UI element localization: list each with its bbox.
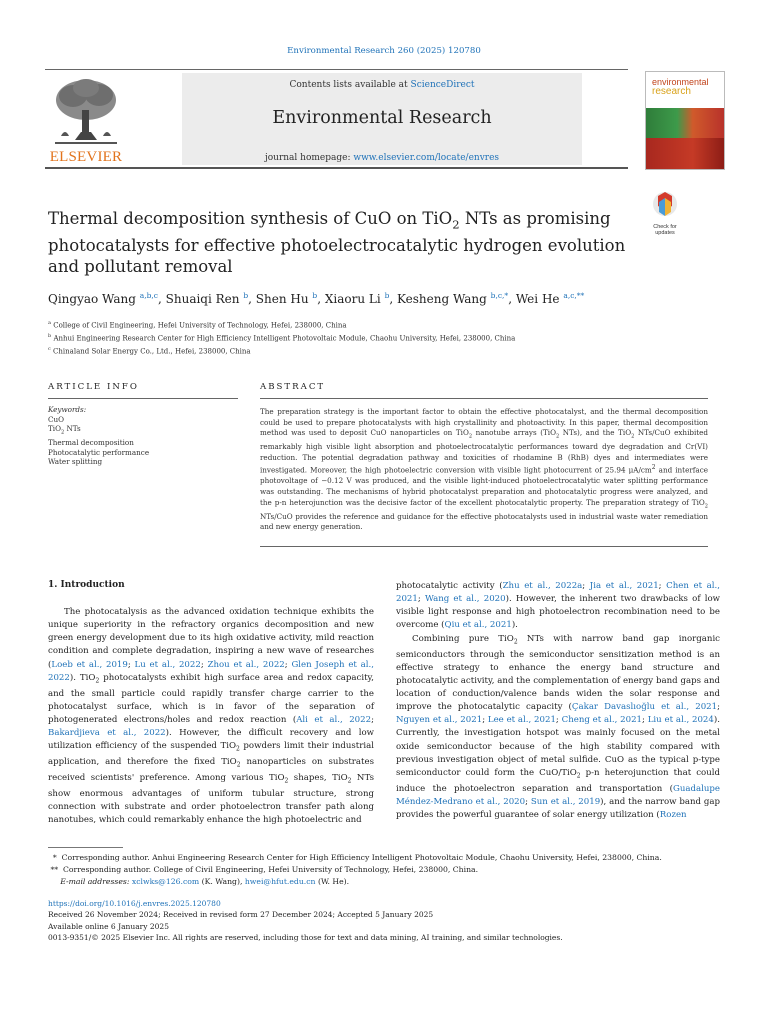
copyright: 0013-9351/© 2025 Elsevier Inc. All rights are reserved, including those for text and data mining, AI training, and similar technologies. [48, 933, 563, 943]
abstract-bottom-rule [260, 546, 708, 547]
citation-link[interactable]: Çakar Davaslıoğlu et al., 2021 [571, 702, 718, 713]
citation-link[interactable]: Sun et al., 2019 [530, 796, 601, 807]
affiliation: $^b$ Anhui Engineering Research Center for High Efficiency Intelligent Photovoltaic Module, Chaohu University, Hefei, 238000, China [48, 332, 516, 343]
journal-homepage [182, 153, 582, 163]
author[interactable]: Shen Hu $^b$ [255, 291, 318, 306]
keyword: TiO$_2$ NTs [48, 424, 81, 436]
citation-link[interactable]: Lee et al., 2021 [487, 715, 556, 726]
author[interactable]: Wei He $^{a,c,**}$ [515, 291, 585, 306]
affiliation: $^a$ College of Civil Engineering, Hefei University of Technology, Hefei, 238000, China [48, 320, 347, 330]
email-link[interactable]: hwei@hfut.edu.cn [244, 877, 316, 886]
article-title [48, 208, 638, 277]
article-info-rule [48, 398, 238, 399]
abstract-rule [260, 398, 708, 399]
intro-left-column: The photocatalysis as the advanced oxidation technique exhibits the unique superiority in the refractory organics decomposition and new green energy development due to its high oxidative activity, mild reaction condition and complete degradation, inspiring a new wave of researches (Loeb et al., 2019; Lu et al., 2022; Zhou et al., 2022; Glen Joseph et al., 2022). TiO$_2$ photocatalysts exhibit high surface area and redox capacity, and the small particle could rapidly transfer charge carrier to the photocatalyst surface, which is in favor of the separation of photogenerated electrons/holes and redox reaction (Ali et al., 2022; Bakardjieva et al., 2022). However, the difficult recovery and low utilization efficiency of the suspended TiO$_2$ powders limit their industrial application, and therefore the fixed TiO$_2$ nanoparticles on substrates received scientists' preference. Among various TiO$_2$ shapes, TiO$_2$ NTs show enormous advantages of uniform tubular structure, strong connection with substrate and order photoelectron transfer path along nanotubes, which could remarkably enhance the high photoelectric and [48, 607, 374, 826]
publisher-wordmark: ELSEVIER [49, 149, 123, 165]
citation-link[interactable]: Nguyen et al., 2021 [396, 715, 483, 726]
keyword: Thermal decomposition [48, 438, 134, 448]
article-info-heading: ARTICLE INFO [48, 382, 139, 392]
footnotes [48, 852, 728, 888]
footnote-rule [48, 847, 123, 848]
title-subscript: 2 [452, 217, 460, 232]
sciencedirect-link[interactable]: ScienceDirect [410, 80, 475, 90]
abstract-heading: ABSTRACT [260, 382, 326, 392]
author[interactable]: Kesheng Wang $^{b,c,*}$ [397, 291, 509, 306]
affiliation: $^c$ Chinaland Solar Energy Co., Ltd., Hefei, 238000, China [48, 345, 251, 355]
citation-link[interactable]: Lu et al., 2022 [134, 659, 201, 670]
keyword: CuO [48, 414, 65, 424]
check-for-updates-badge[interactable] [644, 190, 686, 236]
received-dates: Received 26 November 2024; Received in revised form 27 December 2024; Accepted 5 January 2025 [48, 910, 434, 920]
intro-right-column: photocatalytic activity (Zhu et al., 2022a; Jia et al., 2021; Chen et al., 2021; Wang et al., 2020). However, the inherent two drawbacks of low visible light response and high photoelectron recombination need to be overcome (Qiu et al., 2021). Combining pure TiO$_2$ NTs with narrow band gap inorganic semiconductors through the semiconductor sensitization method is an effective strategy to enhance the energy band structure and photocatalytic activity, and the complementation of energy band gaps and location of conduction/valence bands widen the solar response and improve the photocatalytic capacity (Çakar Davaslıoğlu et al., 2021; Nguyen et al., 2021; Lee et al., 2021; Cheng et al., 2021; Liu et al., 2024). Currently, the investigation hotspot was mainly focused on the metal oxide semiconductor because of the high stability compared with previous investigation object of metal sulfide. CuO as the typical p-type semiconductor could form the CuO/TiO$_2$ p-n heterojunction that could induce the photoelectron separation and transportation (Guadalupe Méndez-Medrano et al., 2020; Sun et al., 2019), and the narrow band gap provides the powerful guarantee of solar energy utilization (Rozen [396, 581, 721, 821]
doi-link[interactable]: https://doi.org/10.1016/j.envres.2025.120780 [48, 899, 221, 908]
section-heading-introduction: 1. Introduction [48, 580, 125, 590]
banner-bottom-rule [45, 167, 628, 169]
homepage-prefix: journal homepage: [264, 153, 354, 163]
affiliations [48, 318, 668, 356]
citation-link[interactable]: Glen Joseph et al., 2022 [48, 659, 374, 683]
keywords-block [48, 405, 238, 467]
crossmark-line1: Check for [653, 224, 677, 230]
citation-link[interactable]: Bakardjieva et al., 2022 [48, 728, 166, 739]
author[interactable]: Xiaoru Li $^b$ [324, 291, 390, 306]
abstract-text: The preparation strategy is the important factor to obtain the effective photocatalyst, and the thermal decomposition could be used to prepare photocatalysts with high crystallinity and photoactivity. In this paper, thermal decomposition method was used to deposit CuO nanoparticles on TiO$_2$ nanotube arrays (TiO$_2$ NTs), and the TiO$_2$ NTs/CuO exhibited remarkably high visible light absorption and photoelectrocatalytic performances toward dye degradation and Cr(VI) reduction. The potential degradation pathway and toxicities of rhodamine B (RhB) dyes and intermediates were investigated. Moreover, the high photoelectric conversion with visible light photocurrent of 25.94 $\mu A/cm^2$ and interface photovoltage of −0.12 V was produced, and the visible light-induced photoelectrocatalytic water splitting performance was outstanding. The mechanisms of hybrid photocatalyst preparation and photocatalytic progress were analyzed, and the p-n heterojunction was the decisive factor of the excellent photocatalytic property. The preparation strategy of TiO$_2$ NTs/CuO provides the reference and guidance for the effective photocatalysts used in industrial waste water remediation and new energy generation. [260, 407, 709, 532]
title-text-1: Thermal decomposition synthesis of CuO on TiO [48, 209, 453, 228]
title-text-2: NTs as promising photocatalysts for effective photoelectrocatalytic hydrogen evolution and pollutant removal [48, 209, 626, 277]
crossmark-line2: updates [655, 230, 675, 236]
citation-link[interactable]: Rozen [659, 810, 687, 821]
citation-link[interactable]: Ali et al., 2022 [296, 714, 372, 725]
citation-link[interactable]: Cheng et al., 2021 [561, 715, 643, 726]
email-link[interactable]: xclwks@126.com [131, 877, 200, 886]
journal-reference[interactable] [0, 46, 768, 56]
available-online: Available online 6 January 2025 [48, 921, 169, 931]
author[interactable]: Qingyao Wang $^{a,b,c}$ [48, 291, 158, 306]
journal-ref-link[interactable]: Environmental Research 260 (2025) 120780 [287, 46, 481, 56]
citation-link[interactable]: Loeb et al., 2019 [51, 659, 128, 670]
publication-info [48, 898, 728, 944]
cover-title-line1: environmental [652, 77, 709, 87]
citation-link[interactable]: Zhou et al., 2022 [207, 659, 285, 670]
journal-cover-image [645, 71, 725, 170]
citation-link[interactable]: Liu et al., 2024 [647, 715, 714, 726]
footnote-corresponding-1: * Corresponding author. Anhui Engineering Research Center for High Efficiency Intelligent Photovoltaic Module, Chaohu University, Hefei, 238000, China. [48, 853, 662, 862]
author[interactable]: Shuaiqi Ren $^b$ [165, 291, 249, 306]
keyword: Photocatalytic performance [48, 447, 150, 457]
citation-link[interactable]: Qiu et al., 2021 [444, 620, 512, 631]
banner-top-rule [45, 69, 628, 70]
journal-name: Environmental Research [272, 108, 492, 128]
keyword: Water splitting [48, 457, 103, 467]
contents-line [182, 80, 582, 90]
contents-prefix: Contents lists available at [289, 80, 411, 90]
citation-link[interactable]: Guadalupe Méndez-Medrano et al., 2020 [396, 783, 720, 807]
author-list: Qingyao Wang $^{a,b,c}$, Shuaiqi Ren $^b$, Shen Hu $^b$, Xiaoru Li $^b$, Kesheng Wang $^{b,c,*}$, Wei He $^{a,c,**}$ [48, 291, 585, 306]
cover-title-line2: research [652, 86, 691, 97]
keywords-label: Keywords: [48, 405, 87, 414]
citation-link[interactable]: Wang et al., 2020 [424, 594, 506, 605]
citation-link[interactable]: Zhu et al., 2022a [502, 581, 583, 591]
citation-link[interactable]: Jia et al., 2021 [589, 581, 659, 591]
footnote-corresponding-2: ** Corresponding author. College of Civil Engineering, Hefei University of Technology, Hefei, 238000, China. [48, 865, 479, 874]
email-addresses: E-mail addresses: xclwks@126.com (K. Wang), hwei@hfut.edu.cn (W. He). [60, 877, 350, 886]
homepage-link[interactable]: www.elsevier.com/locate/envres [353, 153, 500, 163]
citation-link[interactable]: Chen et al., 2021 [396, 581, 720, 605]
